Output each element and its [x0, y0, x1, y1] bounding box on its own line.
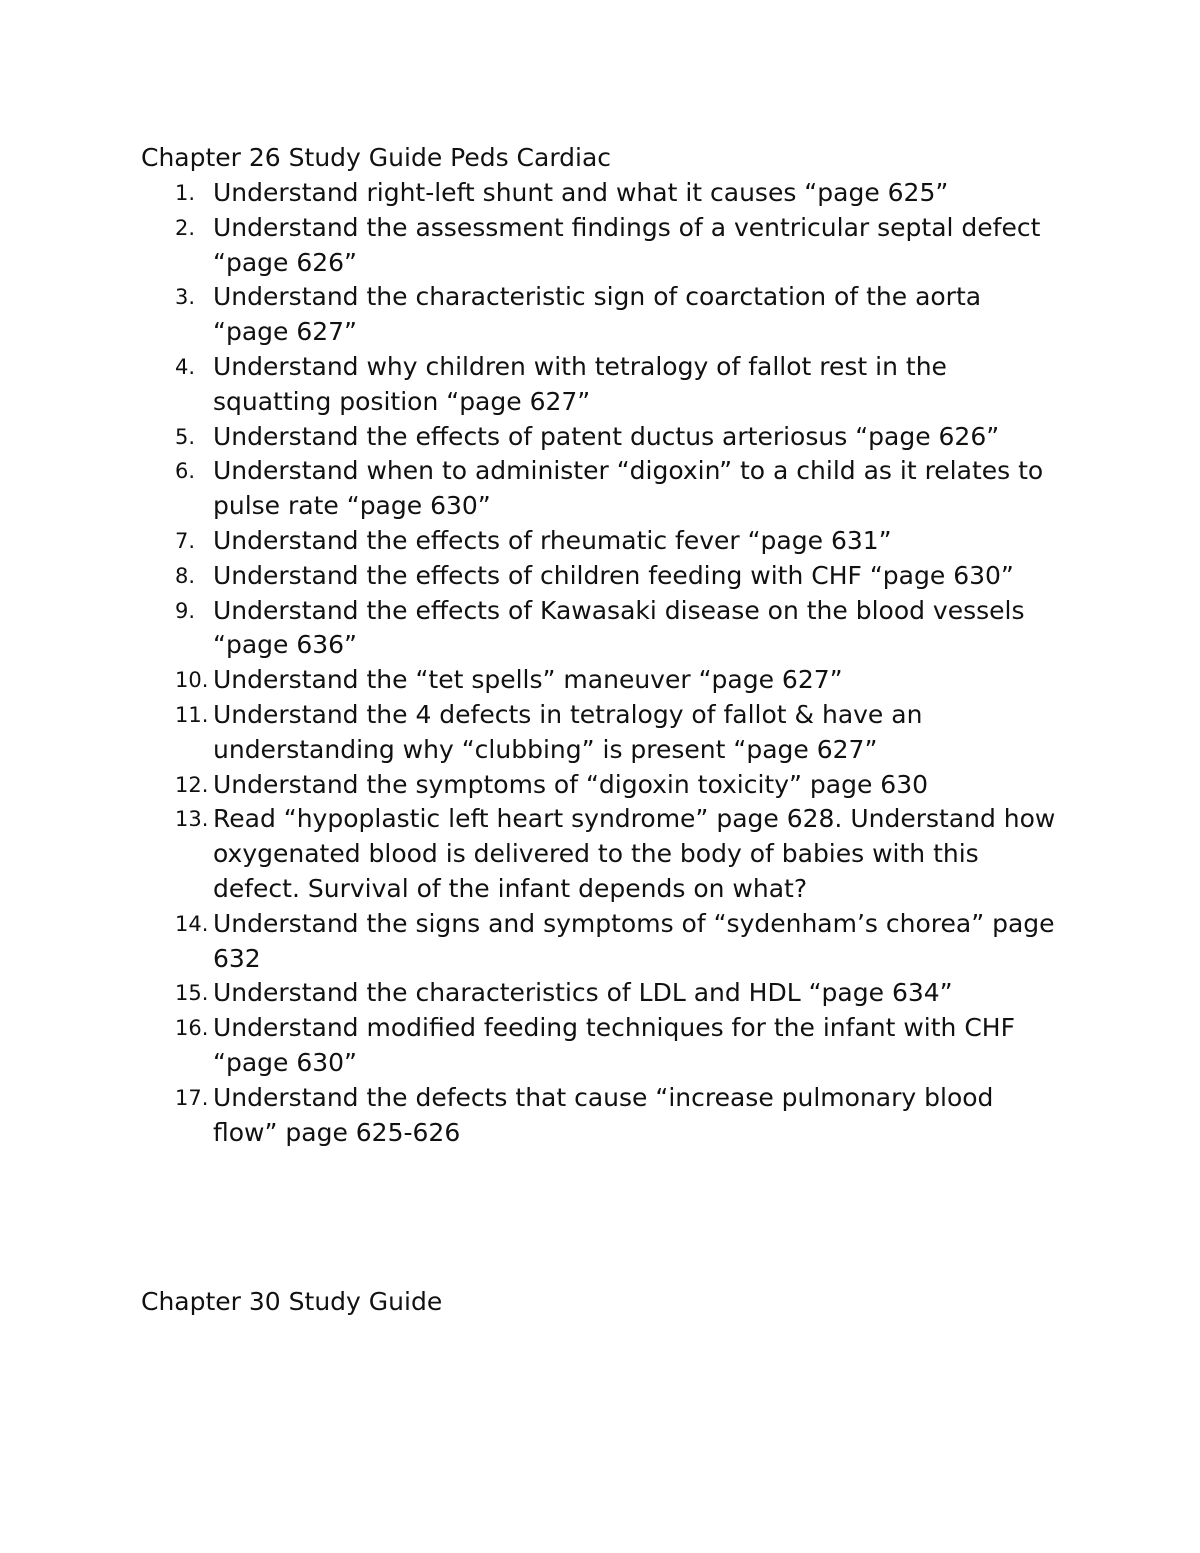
item-number: 7.	[175, 528, 196, 553]
item-text: Understand the signs and symptoms of “sydenham’s chorea” page 632	[213, 908, 1055, 973]
chapter-26-heading: Chapter 26 Study Guide Peds Cardiac	[141, 143, 612, 172]
list-item	[0, 802, 1063, 906]
item-number: 11.	[175, 702, 209, 727]
list-item	[0, 1081, 1063, 1151]
list-item	[0, 524, 1063, 559]
item-text: Understand the effects of children feeding with CHF “page 630”	[213, 560, 1014, 590]
list-item	[0, 176, 1063, 211]
item-text: Understand the characteristics of LDL and HDL “page 634”	[213, 978, 953, 1008]
item-number: 10.	[175, 668, 209, 693]
item-number: 6.	[175, 459, 196, 484]
item-number: 5.	[175, 424, 196, 449]
item-text: Understand when to administer “digoxin” to a child as it relates to pulse rate “page 630”	[213, 456, 1044, 521]
list-item	[0, 663, 1063, 698]
item-text: Understand the “tet spells” maneuver “page 627”	[213, 665, 843, 695]
item-number: 17.	[175, 1085, 209, 1110]
study-guide-list	[0, 176, 1200, 1150]
item-text: Understand why children with tetralogy of fallot rest in the squatting position “page 627”	[213, 351, 947, 416]
item-text: Understand the characteristic sign of coarctation of the aorta “page 627”	[213, 282, 982, 347]
item-text: Understand modified feeding techniques for the infant with CHF “page 630”	[213, 1013, 1015, 1077]
item-number: 14.	[175, 911, 209, 936]
chapter-30-heading: Chapter 30 Study Guide	[141, 1287, 443, 1316]
list-item	[0, 594, 1063, 664]
item-number: 9.	[175, 598, 196, 623]
list-item	[0, 698, 1063, 768]
list-item	[0, 559, 1063, 594]
list-item	[0, 454, 1063, 524]
item-text: Understand the effects of rheumatic fever “page 631”	[213, 525, 892, 555]
item-number: 13.	[175, 807, 209, 832]
item-text: Understand the 4 defects in tetralogy of fallot & have an understanding why “clubbing” is present “page 627”	[213, 699, 923, 764]
item-number: 12.	[175, 772, 209, 797]
item-text: Understand the effects of Kawasaki disease on the blood vessels “page 636”	[213, 595, 1025, 660]
item-text: Understand right-left shunt and what it causes “page 625”	[213, 178, 949, 207]
list-item	[0, 350, 1063, 420]
item-text: Understand the effects of patent ductus arteriosus “page 626”	[213, 421, 1000, 451]
item-number: 16.	[175, 1016, 209, 1041]
item-number: 4.	[175, 354, 196, 379]
item-text: Understand the defects that cause “increase pulmonary blood flow” page 625-626	[213, 1082, 994, 1147]
item-number: 15.	[175, 981, 209, 1006]
list-item	[0, 907, 1063, 977]
item-number: 8.	[175, 563, 196, 588]
list-item	[0, 280, 1063, 350]
list-item	[0, 768, 1063, 803]
item-text: Read “hypoplastic left heart syndrome” page 628. Understand how oxygenated blood is delivered to the body of babies with this defect. Survival of the infant depends on what?	[213, 804, 1056, 903]
item-number: 2.	[175, 215, 196, 240]
item-text: Understand the assessment findings of a ventricular septal defect “page 626”	[213, 212, 1041, 277]
item-number: 1.	[175, 181, 196, 205]
list-item	[0, 420, 1063, 455]
list-item	[0, 211, 1063, 281]
list-item	[0, 1011, 1063, 1081]
item-number: 3.	[175, 285, 196, 310]
list-item	[0, 976, 1063, 1011]
item-text: Understand the symptoms of “digoxin toxicity” page 630	[213, 769, 929, 799]
